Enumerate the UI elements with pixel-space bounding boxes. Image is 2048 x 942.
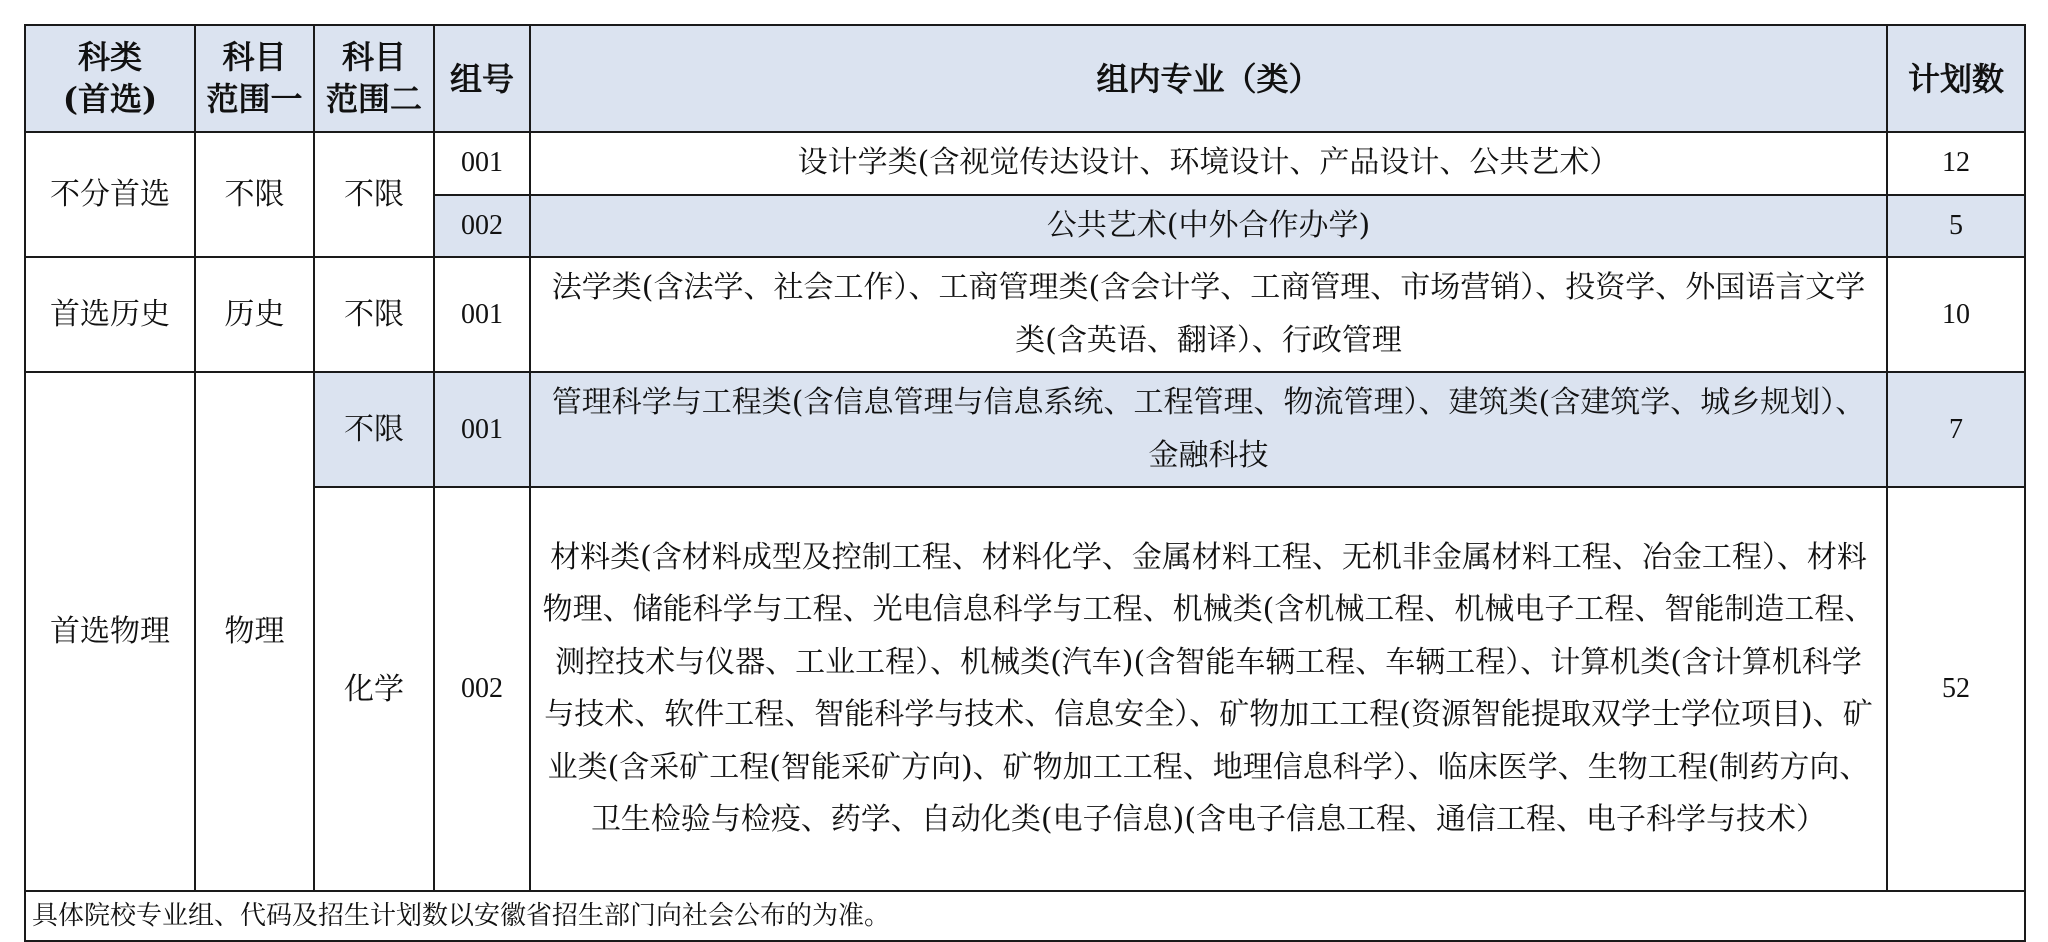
header-range1-line1: 科目 xyxy=(222,37,287,76)
cell-plan: 52 xyxy=(1887,487,2025,891)
table-row xyxy=(25,132,2025,195)
cell-majors: 公共艺术(中外合作办学) xyxy=(530,195,1887,258)
cell-plan: 7 xyxy=(1887,372,2025,487)
cell-majors: 管理科学与工程类(含信息管理与信息系统、工程管理、物流管理）、建筑类(含建筑学、城乡规划）、金融科技 xyxy=(530,372,1887,487)
table-row xyxy=(25,372,2025,487)
cell-range1: 历史 xyxy=(195,257,314,372)
header-category xyxy=(25,25,195,132)
header-category-line1: 科类 xyxy=(77,37,142,76)
table-row xyxy=(25,487,2025,891)
note-row xyxy=(25,891,2025,941)
cell-group: 001 xyxy=(434,372,530,487)
header-range2-line2: 范围二 xyxy=(325,79,422,118)
cell-range1: 不限 xyxy=(195,132,314,257)
cell-range1: 物理 xyxy=(195,372,314,891)
header-range1 xyxy=(195,25,314,132)
cell-group: 001 xyxy=(434,257,530,372)
cell-plan: 12 xyxy=(1887,132,2025,195)
cell-range2: 不限 xyxy=(314,257,434,372)
cell-majors: 设计学类(含视觉传达设计、环境设计、产品设计、公共艺术） xyxy=(530,132,1887,195)
cell-majors: 法学类(含法学、社会工作）、工商管理类(含会计学、工商管理、市场营销）、投资学、外国语言文学类(含英语、翻译）、行政管理 xyxy=(530,257,1887,372)
cell-range2: 不限 xyxy=(314,372,434,487)
header-range2 xyxy=(314,25,434,132)
cell-category: 首选物理 xyxy=(25,372,195,891)
cell-majors: 材料类(含材料成型及控制工程、材料化学、金属材料工程、无机非金属材料工程、冶金工程）、材料物理、储能科学与工程、光电信息科学与工程、机械类(含机械工程、机械电子工程、智能制造工程、测控技术与仪器、工业工程）、机械类(汽车)(含智能车辆工程、车辆工程）、计算机类(含计算机科学与技术、软件工程、智能科学与技术、信息安全）、矿物加工工程(资源智能提取双学士学位项目)、矿业类(含采矿工程(智能采矿方向)、矿物加工工程、地理信息科学）、临床医学、生物工程(制药方向、卫生检验与检疫、药学、自动化类(电子信息)(含电子信息工程、通信工程、电子科学与技术） xyxy=(530,487,1887,891)
header-group: 组号 xyxy=(434,25,530,132)
header-majors: 组内专业（类） xyxy=(530,25,1887,132)
cell-category: 首选历史 xyxy=(25,257,195,372)
cell-range2: 化学 xyxy=(314,487,434,891)
table-row xyxy=(25,257,2025,372)
cell-range2: 不限 xyxy=(314,132,434,257)
header-row xyxy=(25,25,2025,132)
cell-plan: 5 xyxy=(1887,195,2025,258)
footnote: 具体院校专业组、代码及招生计划数以安徽省招生部门向社会公布的为准。 xyxy=(25,891,2025,941)
admission-plan-table xyxy=(24,24,2026,942)
cell-group: 002 xyxy=(434,487,530,891)
admission-plan-table-wrapper xyxy=(24,24,2026,942)
cell-group: 001 xyxy=(434,132,530,195)
header-range1-line2: 范围一 xyxy=(206,79,303,118)
cell-plan: 10 xyxy=(1887,257,2025,372)
header-plan: 计划数 xyxy=(1887,25,2025,132)
header-category-line2: (首选) xyxy=(62,79,158,118)
cell-category: 不分首选 xyxy=(25,132,195,257)
header-range2-line1: 科目 xyxy=(341,37,406,76)
cell-group: 002 xyxy=(434,195,530,258)
